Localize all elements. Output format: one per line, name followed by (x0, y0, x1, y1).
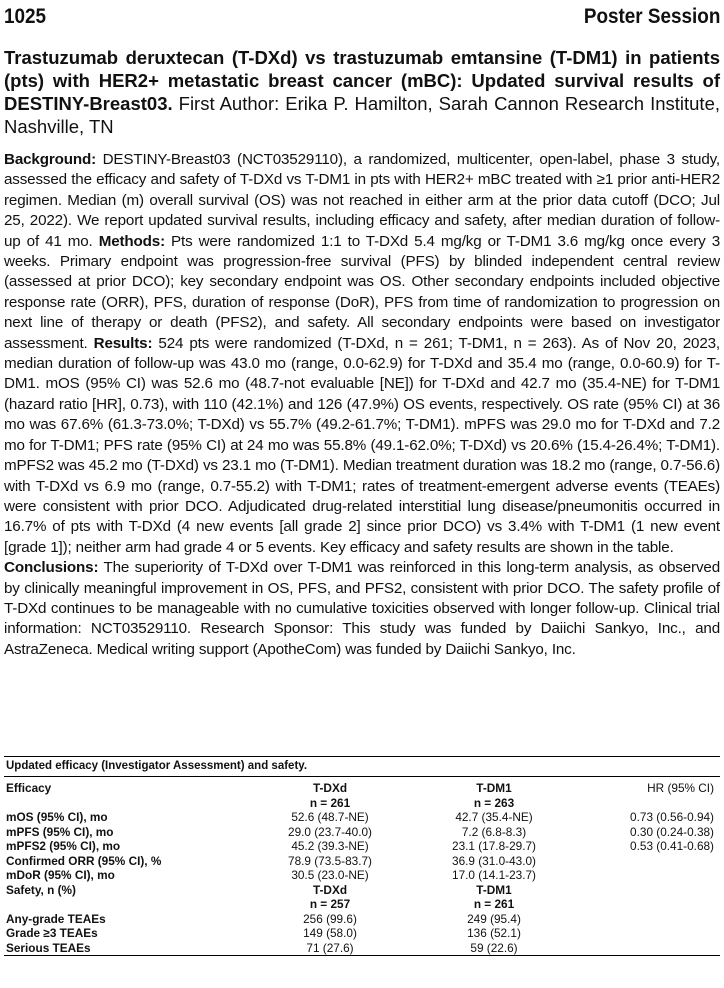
table-row: Confirmed ORR (95% CI), % 78.9 (73.5-83.7) 36.9 (31.0-43.0) (6, 853, 536, 868)
hr-header: HR (95% CI) (647, 781, 714, 795)
methods-heading: Methods: (98, 232, 165, 250)
background-heading: Background: (4, 151, 97, 168)
background-text: DESTINY-Breast03 (NCT03529110), a randomized, multicenter, open-label, phase 3 study, assessed the efficacy and safety of T-DXd vs T-DM1 in pts with HER2+ mBC treated with ≥1 prior anti-HER2 regimen. Median (m) overall survival (OS) was not reached in either arm at the prior data cutoff (DCO; Jul 25, 2022). We report updated survival results, including efficacy and safety, after median duration of follow-up of 41 mo. (4, 151, 720, 250)
abstract-page (4, 4, 721, 955)
table-row: mPFS2 (95% CI), mo 45.2 (39.3-NE) 23.1 (17.8-29.7) 0.53 (0.41-0.68) (6, 839, 714, 853)
session-label: Poster Session (583, 5, 721, 28)
efficacy-safety-table (4, 777, 720, 955)
methods-text: Pts were randomized 1:1 to T-DXd 5.4 mg/kg or T-DM1 3.6 mg/kg once every 3 weeks. Primary endpoint was progression-free survival (PFS) by blinded independent central review (assessed at prior DCO); key secondary endpoint was OS. Other secondary endpoints included objective response rate (ORR), PFS, duration of response (DoR), PFS from time of randomization to progression on next line of therapy or death (PFS2), and safety. All secondary endpoints were based on investigator assessment. (4, 232, 720, 352)
efficacy-n-row (4, 796, 720, 811)
arm1-header: T-DXd (312, 781, 348, 795)
arm2-n: n = 263 (473, 795, 515, 810)
table-caption: Updated efficacy (Investigator Assessment) and safety. (4, 757, 720, 777)
efficacy-label: Efficacy (6, 781, 52, 795)
abstract-title-block (4, 46, 720, 138)
arm1-n: n = 261 (309, 795, 351, 810)
abstract-number: 1025 (4, 5, 47, 28)
results-heading: Results: (93, 334, 153, 352)
table-row: mPFS (95% CI), mo 29.0 (23.7-40.0) 7.2 (6.8-8.3) 0.30 (0.24-0.38) (6, 824, 714, 839)
abstract-title: Trastuzumab deruxtecan (T-DXd) vs trastuzumab emtansine (T-DM1) in patients (pts) with HER2+ metastatic breast cancer (mBC): Updated survival results of DESTINY-Breast03. (4, 47, 720, 114)
table-row: Serious TEAEs 71 (27.6) 59 (22.6) (6, 940, 518, 955)
conclusions-text: The superiority of T-DXd over T-DM1 was reinforced in this long-term analysis, as observed by clinically meaningful improvement in OS, PFS, and PFS2, consistent with prior DCO. The safety profile of T-DXd continues to be manageable with no cumulative toxicities observed with longer follow-up. Clinical trial information: NCT03529110. Research Sponsor: This study was funded by Daiichi Sankyo, Inc., and AstraZeneca. Medical writing support (ApotheCom) was funded by Daiichi Sankyo, Inc. (4, 559, 720, 658)
safety-header-row: Safety, n (%) T-DXd T-DM1 (6, 882, 512, 897)
table-row: Any-grade TEAEs 256 (99.6) 249 (95.4) (6, 911, 521, 926)
table-row: mDoR (95% CI), mo 30.5 (23.0-NE) 17.0 (14.1-23.7) (6, 868, 536, 882)
abstract-body (4, 150, 720, 660)
table-row: mOS (95% CI), mo 52.6 (48.7-NE) 42.7 (35.4-NE) 0.73 (0.56-0.94) (6, 810, 714, 824)
safety-n-row: n = 257 n = 261 (309, 897, 515, 911)
first-author: First Author: Erika P. Hamilton, Sarah Cannon Research Institute, Nashville, TN (4, 93, 720, 137)
safety-label: Safety, n (%) (6, 882, 76, 897)
arm2-header: T-DM1 (476, 781, 512, 795)
results-text: 524 pts were randomized (T-DXd, n = 261; T-DM1, n = 263). As of Nov 20, 2023, median duration of follow-up was 43.0 mo (range, 0.0-62.9) for T-DXd and 35.4 mo (range, 0.0-60.9) for T-DM1. mOS (95% CI) was 52.6 mo (48.7-not evaluable [NE]) for T-DXd and 42.7 mo (35.4-NE) for T-DM1 (hazard ratio [HR], 0.73), with 110 (42.1%) and 126 (47.9%) OS events, respectively. OS rate (95% CI) at 36 mo was 67.6% (61.3-73.0%; T-DXd) vs 55.7% (49.2-61.7%; T-DM1). mPFS was 29.0 mo for T-DXd and 7.2 mo for T-DM1; PFS rate (95% CI) at 24 mo was 55.8% (49.1-62.0%; T-DXd) vs 20.6% (15.4-26.4%; T-DM1). mPFS2 was 45.2 mo (T-DXd) vs 23.1 mo (T-DM1). Median treatment duration was 18.2 mo (range, 0.7-56.6) with T-DXd vs 6.9 mo (range, 0.7-55.2) with T-DM1; rates of treatment-emergent adverse events (TEAEs) were consistent with prior DCO. Adjudicated drug-related interstitial lung disease/pneumonitis occurred in 16.7% of pts with T-DXd (4 new events [all grade 2] since prior DCO) vs 3.4% with T-DM1 (1 new event [grade 1]); neither arm had grade 4 or 5 events. Key efficacy and safety results are shown in the table. (4, 334, 721, 556)
efficacy-header-row (4, 777, 720, 796)
results-table (4, 756, 720, 956)
page-header (4, 4, 720, 30)
conclusions-heading: Conclusions: (4, 559, 99, 577)
table-row: Grade ≥3 TEAEs 149 (58.0) 136 (52.1) (6, 926, 521, 940)
